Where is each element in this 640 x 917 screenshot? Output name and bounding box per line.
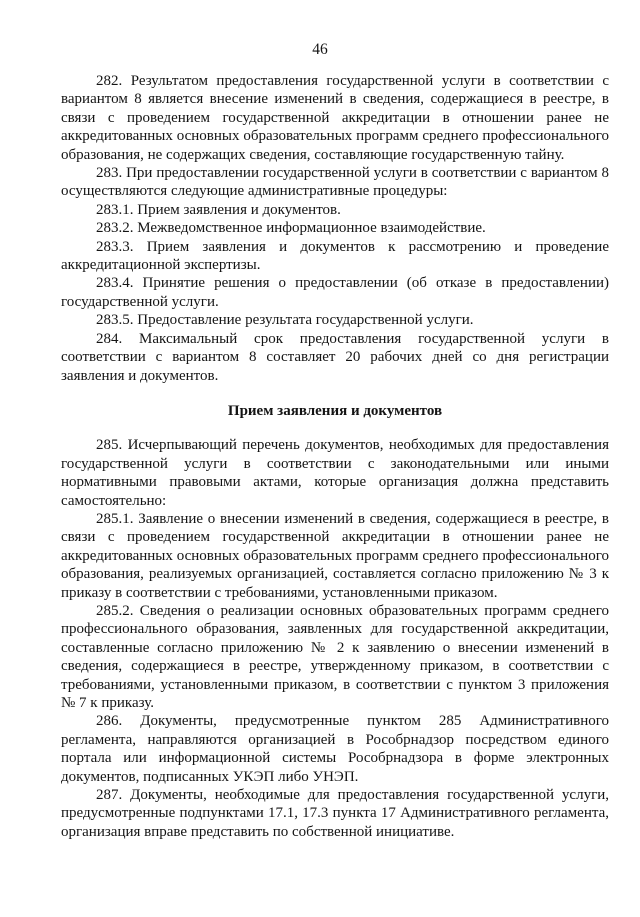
paragraph-283-2: 283.2. Межведомственное информационное взаимодействие. xyxy=(96,220,486,237)
paragraph-284: 284. Максимальный срок предоставления государственной услуги в соответствии с вариантом 8 составляет 20 рабочих дней со дня регистрации заявления и документов. xyxy=(61,330,609,384)
paragraph-283-3: 283.3. Прием заявления и документов к рассмотрению и проведение аккредитационной экспертизы. xyxy=(61,238,609,274)
paragraph-283-4: 283.4. Принятие решения о предоставлении (об отказе в предоставлении) государственной услуги. xyxy=(61,275,609,310)
paragraph-282: 282. Результатом предоставления государственной услуги в соответствии с вариантом 8 является внесение изменений в сведения, содержащиеся в реестре, в связи с проведением государственной аккредитации в отношении ранее не аккредитованных основных образовательных программ среднего профессионального образования, не содержащих сведения, составляющие государственную тайну. xyxy=(61,73,609,163)
paragraph-283: 283. При предоставлении государственной услуги в соответствии с вариантом 8 осуществляются следующие административные процедуры: xyxy=(61,165,609,200)
section-heading: Прием заявления и документов xyxy=(227,402,443,419)
paragraph-283-1: 283.1. Прием заявления и документов. xyxy=(96,201,341,218)
paragraph-285-2: 285.2. Сведения о реализации основных образовательных программ среднего профессионального образования, заявленных для государственной аккредитации, составленные согласно приложению № 2 к заявлению о внесении изменений в сведения, содержащиеся в реестре, утвержденному приказом, в соответствии с требованиями, установленными приказом, в соответствии с пунктом 3 приложения № 7 к приказу. xyxy=(61,602,609,711)
paragraph-287: 287. Документы, необходимые для предоставления государственной услуги, предусмотренные подпунктами 17.1, 17.3 пункта 17 Административного регламента, организация вправе представить по собственной инициативе. xyxy=(61,787,609,840)
document-body xyxy=(61,72,609,841)
paragraph-283-5: 283.5. Предоставление результата государственной услуги. xyxy=(96,312,474,329)
page-number: 46 xyxy=(312,41,328,58)
paragraph-285-1: 285.1. Заявление о внесении изменений в сведения, содержащиеся в реестре, в связи с проведением государственной аккредитации в отношении ранее не аккредитованных основных образовательных программ среднего профессионального образования, реализуемых организацией, составляется согласно приложению № 3 к приказу в соответствии с требованиями, установленными приказом. xyxy=(61,510,609,601)
paragraph-286: 286. Документы, предусмотренные пунктом 285 Административного регламента, направляются организацией в Рособрнадзор посредством единого портала или информационной системы Рособрнадзора в форме электронных документов, подписанных УКЭП либо УНЭП. xyxy=(61,713,609,785)
paragraph-285: 285. Исчерпывающий перечень документов, необходимых для предоставления государственной услуги в соответствии с законодательными или иными нормативными правовыми актами, которые организация должна представить самостоятельно: xyxy=(61,437,609,509)
